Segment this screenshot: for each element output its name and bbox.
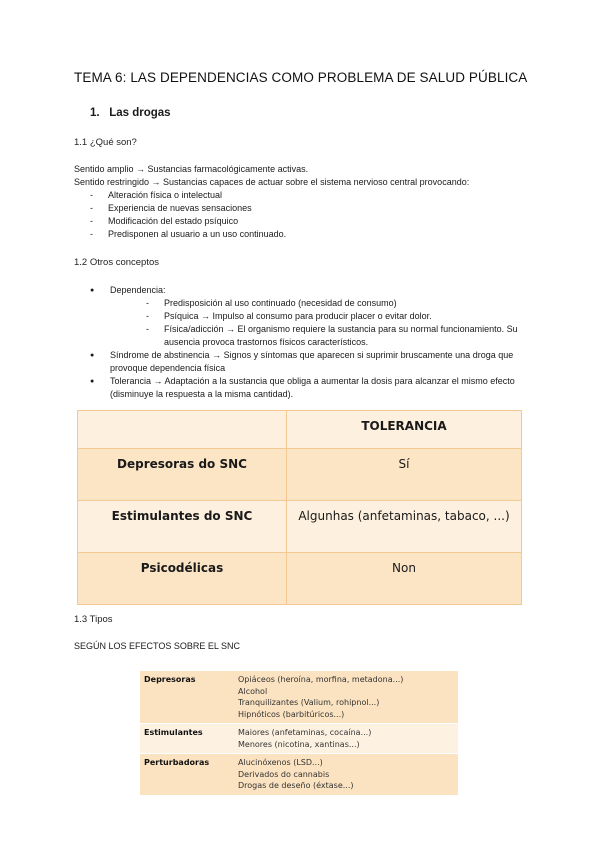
type-example: Drogas de deseño (éxtase...) — [238, 781, 354, 790]
type-example: Hipnóticos (barbitúricos...) — [238, 709, 345, 719]
type-example: Alucinóxenos (LSD...) — [238, 758, 323, 767]
definition-line-amplio: Sentido amplio → Sustancias farmacológicamente activas. — [74, 164, 309, 174]
table-row — [140, 754, 458, 796]
table-header-cell: TOLERANCIA — [287, 411, 522, 449]
effects-list — [90, 189, 286, 241]
page-title: TEMA 6: LAS DEPENDENCIAS COMO PROBLEMA DE SALUD PÚBLICA — [74, 70, 528, 85]
subsection-heading-tipos: 1.3 Tipos — [74, 614, 113, 625]
section-label: Las drogas — [109, 107, 171, 119]
type-example: Tranquilizantes (Valium, rohipnol...) — [238, 698, 380, 707]
type-example: Opiáceos (heroína, morfina, metadona...) — [238, 675, 404, 684]
table-cell: Psicodélicas — [78, 553, 287, 605]
table-cell — [78, 411, 287, 449]
type-example: Alcohol — [238, 686, 268, 696]
table-header-row — [78, 411, 522, 449]
table-row — [140, 671, 458, 724]
table-cell — [234, 671, 458, 724]
dependencia-sublist — [110, 297, 530, 349]
table-cell: Depresoras do SNC — [78, 449, 287, 501]
types-subheading: SEGÚN LOS EFECTOS SOBRE EL SNC — [74, 641, 241, 651]
table-cell: Estimulantes do SNC — [78, 501, 287, 553]
table-cell: Algunhas (anfetaminas, tabaco, ...) — [287, 501, 522, 553]
subsection-heading-que-son: 1.1 ¿Qué son? — [74, 137, 137, 148]
types-table — [140, 671, 458, 796]
section-number: 1. — [90, 107, 100, 119]
table-cell: Non — [287, 553, 522, 605]
list-item-abstinencia: ● Síndrome de abstinencia → Signos y síntomas que aparecen si suprimir bruscamente una droga que provoque dependencia física — [90, 349, 530, 375]
subsection-heading-otros-conceptos: 1.2 Otros conceptos — [74, 257, 160, 268]
list-item: - Psíquica → Impulso al consumo para producir placer o evitar dolor. — [146, 310, 530, 323]
list-item: - Experiencia de nuevas sensaciones — [90, 202, 286, 215]
concepts-list — [90, 284, 530, 401]
table-cell — [234, 724, 458, 754]
tolerance-table — [77, 410, 522, 605]
list-item: - Predisposición al uso continuado (necesidad de consumo) — [146, 297, 530, 310]
list-item: - Modificación del estado psíquico — [90, 215, 286, 228]
list-item: - Física/adicción → El organismo requiere la sustancia para su normal funcionamiento. Su ausencia provoca trastornos físicos característicos. — [146, 323, 530, 349]
type-example: Derivados do cannabis — [238, 769, 330, 779]
table-row — [78, 501, 522, 553]
list-item: - Alteración física o intelectual — [90, 189, 286, 202]
list-item-dependencia — [90, 284, 530, 349]
table-row — [78, 553, 522, 605]
table-row — [78, 449, 522, 501]
section-heading-drogas — [90, 107, 171, 119]
definition-line-restringido: Sentido restringido → Sustancias capaces de actuar sobre el sistema nervioso central provocando: — [74, 177, 470, 187]
list-item-tolerancia: ● Tolerancia → Adaptación a la sustancia que obliga a aumentar la dosis para alcanzar el mismo efecto (disminuye la respuesta a la misma cantidad). — [90, 375, 530, 401]
table-cell: Sí — [287, 449, 522, 501]
table-cell: Perturbadoras — [140, 754, 234, 796]
dependencia-label: Dependencia: — [110, 285, 166, 295]
type-example: Maiores (anfetaminas, cocaína...) — [238, 728, 372, 737]
table-cell — [234, 754, 458, 796]
table-cell: Estimulantes — [140, 724, 234, 754]
type-example: Menores (nicotina, xantinas...) — [238, 739, 360, 749]
table-row — [140, 724, 458, 754]
list-item: - Predisponen al usuario a un uso continuado. — [90, 228, 286, 241]
table-cell: Depresoras — [140, 671, 234, 724]
